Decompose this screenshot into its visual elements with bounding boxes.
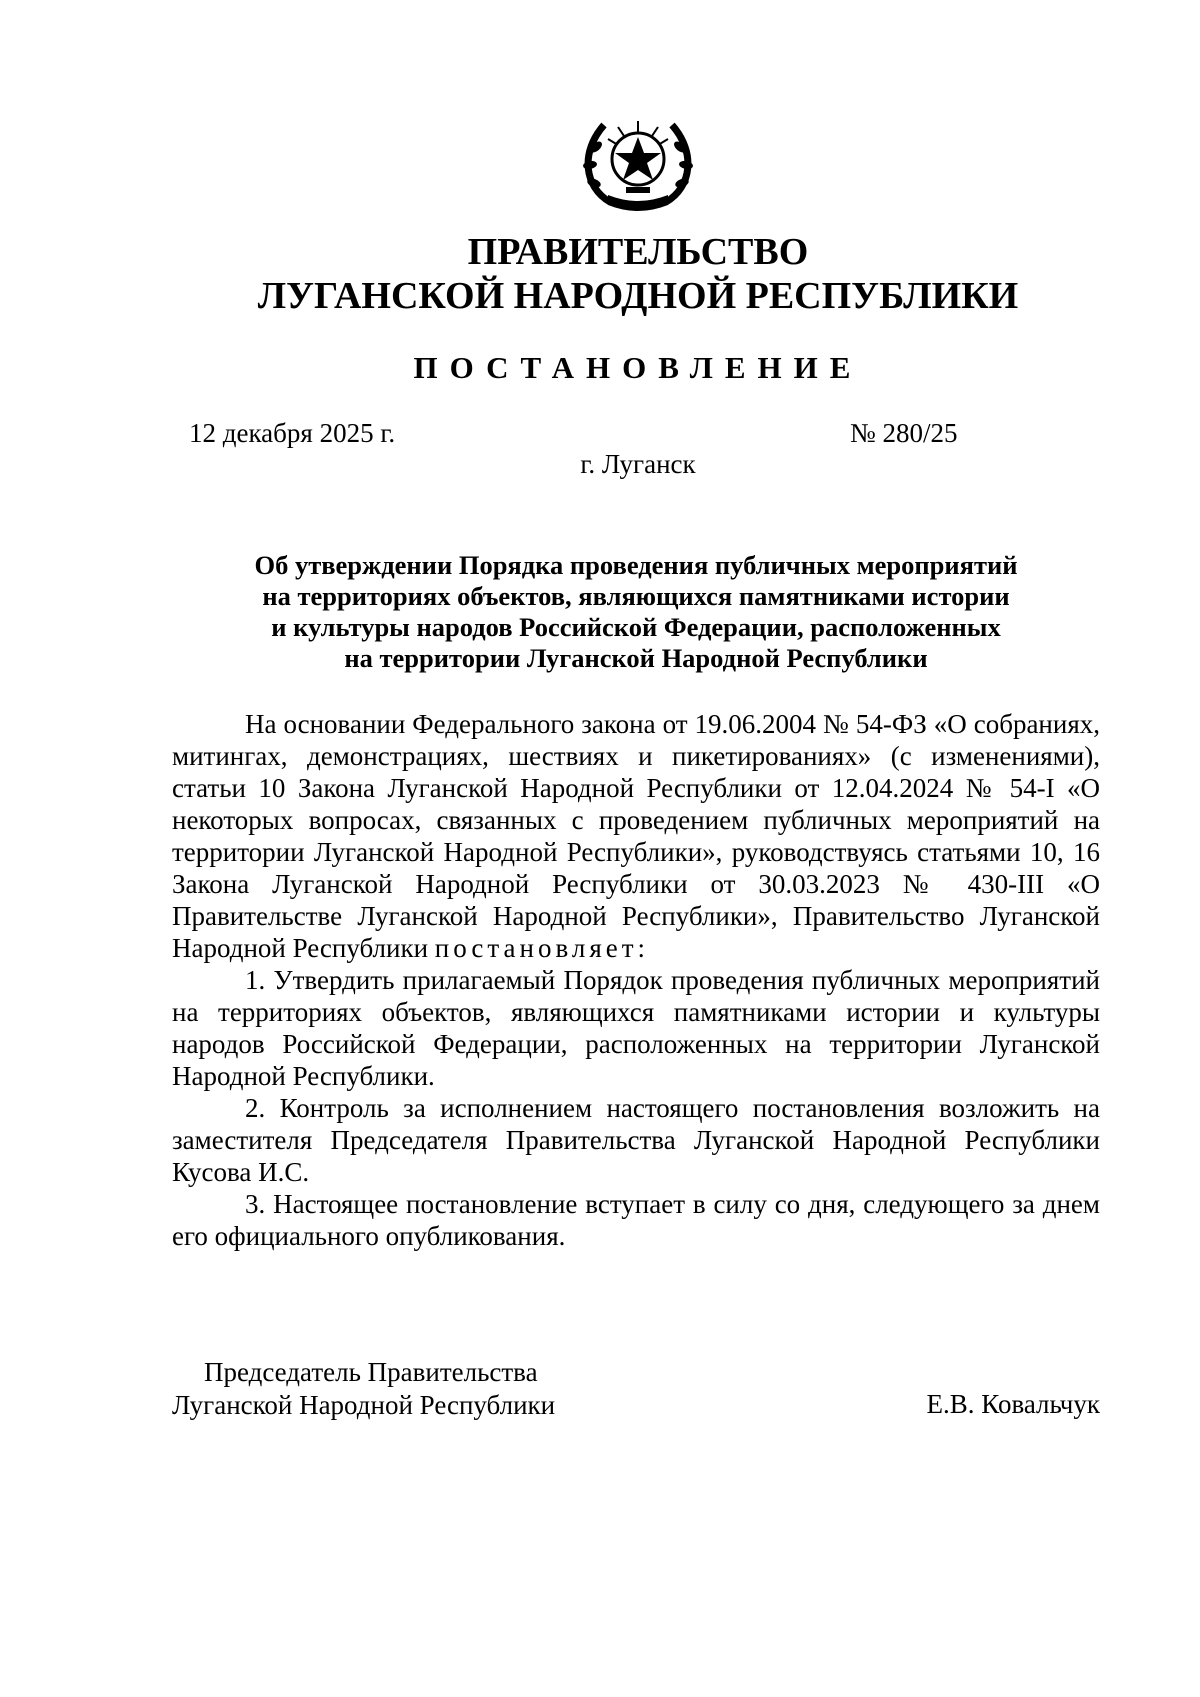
document-body xyxy=(172,708,1100,1252)
lpr-coat-of-arms-emblem-icon xyxy=(570,107,706,217)
decree-word: постановляет: xyxy=(434,933,650,963)
signer-position-line2: Луганской Народной Республики xyxy=(172,1390,556,1420)
signer-name: Е.В. Ковальчук xyxy=(926,1389,1100,1419)
item-3: 3. Настоящее постановление вступает в силу со дня, следующего за днем его официального опубликования. xyxy=(172,1189,1100,1251)
item-2: 2. Контроль за исполнением настоящего постановления возложить на заместителя Председателя Правительства Луганской Народной Республики Кусова И.С. xyxy=(172,1093,1100,1187)
government-name xyxy=(0,230,1200,318)
document-number: № 280/25 xyxy=(850,418,958,448)
document-title xyxy=(172,550,1100,674)
document-date: 12 декабря 2025 г. xyxy=(189,418,396,448)
preamble-text: На основании Федерального закона от 19.06.2004 № 54-ФЗ «О собраниях, митингах, демонстрациях, шествиях и пикетированиях» (с изменениями), статьи 10 Закона Луганской Народной Республики от 12.04.2024 № 54-I «О некоторых вопросах, связанных с проведением публичных мероприятий на территории Луганской Народной Республики», руководствуясь статьями 10, 16 Закона Луганской Народной Республики от 30.03.2023 № 430-III «О Правительстве Луганской Народной Республики», Правительство Луганской Народной Республики xyxy=(172,709,1100,963)
title-line1: Об утверждении Порядка проведения публичных мероприятий xyxy=(254,550,1018,580)
org-line2: ЛУГАНСКОЙ НАРОДНОЙ РЕСПУБЛИКИ xyxy=(257,275,1019,317)
preamble-paragraph xyxy=(172,708,1100,964)
title-line3: и культуры народов Российской Федерации, расположенных xyxy=(271,612,1001,642)
title-line4: на территории Луганской Народной Республики xyxy=(344,643,928,673)
signer-position-line1: Председатель Правительства xyxy=(204,1357,538,1387)
org-line1: ПРАВИТЕЛЬСТВО xyxy=(467,231,809,273)
signer-position xyxy=(172,1356,555,1422)
item-1: 1. Утвердить прилагаемый Порядок проведения публичных мероприятий на территориях объектов, являющихся памятниками истории и культуры народов Российской Федерации, расположенных на территории Луганской Народной Республики. xyxy=(172,965,1100,1091)
document-city: г. Луганск xyxy=(580,449,696,479)
document-type: ПОСТАНОВЛЕНИЕ xyxy=(413,350,863,385)
title-line2: на территориях объектов, являющихся памятниками истории xyxy=(262,581,1010,611)
